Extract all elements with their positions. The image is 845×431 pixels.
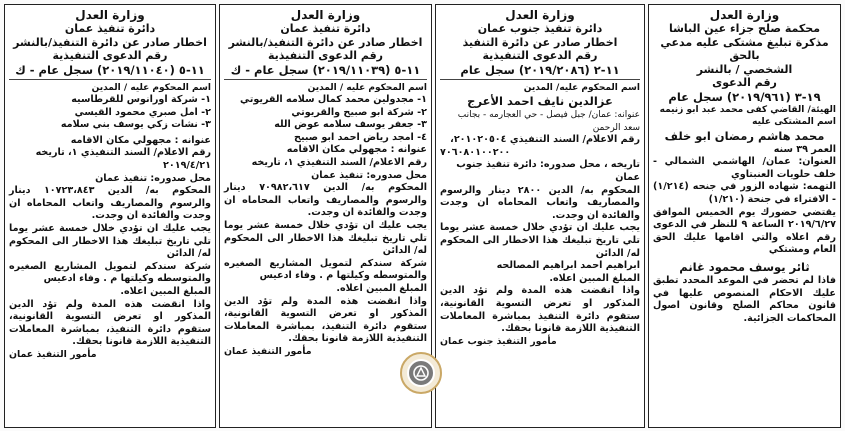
issuer-text: محل صدوره: تنفيذ عمان <box>95 172 211 184</box>
watermark-logo-icon <box>400 352 442 394</box>
case-number: ١٩-٣ (٢٠١٩/٩٦١) سجل عام <box>668 89 821 104</box>
court-summons-notice <box>648 4 841 428</box>
document-number-cont: ٧٠٦٠٨٠١٠٠٢٠٠ <box>440 146 511 158</box>
debtor-label: اسم المحكوم عليه / المدين <box>91 82 211 93</box>
creditor-name: ابراهيم احمد ابراهيم المصالحه <box>496 260 640 272</box>
notice-title: اخطار صادر عن دائرة التنفيذ <box>462 35 618 49</box>
execution-notice-amman-b <box>4 4 216 428</box>
debtor-item: ٤- امجد رياض احمد ابو صبيح <box>294 131 427 143</box>
deadline-text: يجب عليك ان تؤدي خلال خمسة عشر يوما تلي تاريخ تبليغك هذا الاخطار الى المحكوم له/ الدائن <box>224 220 427 257</box>
divider <box>9 79 211 80</box>
warning-text: فاذا لم تحضر في الموعد المحدد تطبق عليك الاحكام المنصوص عليها في قانون محاكم الصلح وقانون اصول المحاكمات الجزائية. <box>653 275 836 324</box>
charge-text: التهمه: شهاده الزور في جنحه (١/٢١٤) - الافتراء في جنحة (١/٢١٠) <box>653 181 836 206</box>
case-label: رقم الدعوى التنفيذية <box>52 49 168 62</box>
case-label: رقم الدعوى <box>712 76 777 89</box>
ministry-title: وزارة العدل <box>709 8 780 22</box>
case-label: رقم الدعوى التنفيذية <box>482 49 598 62</box>
signature: مأمور التنفيذ عمان <box>224 345 312 357</box>
remaining-text: المبلغ المبين اعلاه. <box>120 286 211 297</box>
ministry-title: وزارة العدل <box>505 8 575 22</box>
debtor-item: ١- مجدولين محمد كمال سلامه القريوتي <box>240 94 427 106</box>
notice-title-cont: الشخصي / بالنشر <box>696 62 793 76</box>
case-number: ١١-٥ (٢٠١٩/١١٠٣٩) سجل عام - ك <box>230 62 421 77</box>
debtor-item: ١- شركة اورانوس للقرطاسيه <box>71 94 211 106</box>
debtor-label: اسم المحكوم عليه / المدين <box>307 82 427 93</box>
case-number: ١١-٢ (٢٠١٩/٢٠٨٦) سجل عام <box>460 62 620 77</box>
complainant-name: ثائر يوسف محمود غانم <box>679 260 810 275</box>
panel-judge: الهيئة/ القاضي كفى محمد عبد ابو زنيمه <box>659 104 836 115</box>
closing-text: واذا انقضت هذه المدة ولم تؤد الدين المذكور او تعرض التسوية القانونية، ستقوم دائرة التنفيذ بمباشرة المعاملات التنفيذية اللازمة قانونا بحقك. <box>440 285 640 335</box>
debtor-item: ٢- شركة ابو صبيح والقريوتي <box>291 106 427 118</box>
closing-text: واذا انقضت هذه المدة ولم تؤد الدين المذكور او تعرض التسوية القانونية، ستقوم دائرة التنفيذ، بمباشرة المعاملات التنفيذية اللازمة قانونا بحقك. <box>9 298 211 348</box>
deadline-text: يجب عليك ان تؤدي خلال خمسة عشر يوما تلي تاريخ تبليغك هذا الاخطار الى المحكوم له/ الدائن <box>9 223 211 260</box>
debtor-label: اسم المحكوم عليه/ المدين <box>523 82 640 93</box>
deadline-text: يجب عليك ان تؤدي خلال خمسة عشر يوما تلي تاريخ تبليغك هذا الاخطار الى المحكوم له/ الدائن <box>440 222 640 259</box>
divider <box>440 79 640 80</box>
signature: مأمور التنفيذ جنوب عمان <box>440 335 557 347</box>
creditor-name: شركة سندكم لتمويل المشاريع الصغيره والمتوسطه وكيلتها م . وفاء ادعيس <box>9 260 211 285</box>
ministry-title: وزارة العدل <box>75 8 145 22</box>
remaining-text: المبلغ المبين اعلاه. <box>549 272 640 284</box>
watermark-logo-inner <box>407 359 435 387</box>
ministry-title: وزارة العدل <box>290 8 361 22</box>
department-name: دائرة تنفيذ جنوب عمان <box>477 22 603 35</box>
debtor-item: ٣- جعفر يوسف سلامه عوض الله <box>274 119 427 131</box>
amount-text: المحكوم به/ الدين ٧٠٩٨٢،٦١٧ دينار والرسوم والمصاريف واتعاب المحاماه ان وجدت والفائدة ان وجدت. <box>224 182 427 219</box>
court-name: محكمة صلح جزاء عين الباشا <box>668 22 821 35</box>
case-label: رقم الدعوى التنفيذية <box>267 49 383 62</box>
amount-text: المحكوم به/ الدين ٢٨٠٠ دينار والرسوم والمصاريف واتعاب المحاماه ان وجدت والفائدة ان وجدت. <box>440 184 640 221</box>
document-number: رقم الاعلام/ السند التنفيذي ١، تاريخه ٢٠١٩/٤/٢١ <box>35 147 211 172</box>
defendant-label: اسم المشتكى عليه <box>752 117 836 128</box>
debtor-address: عنوانه : مجهولي مكان الاقامه <box>70 134 211 146</box>
document-number: رقم الاعلام/ السند التنفيذي ١، تاريخه <box>251 157 427 169</box>
amount-text: المحكوم به/ الدين ١٠٧٢٣،٨٤٣ دينار والرسوم والمصاريف واتعاب المحاماه ان وجدت والفائدة ان وجدت. <box>9 185 211 222</box>
department-name: دائرة تنفيذ عمان <box>64 22 156 35</box>
divider <box>224 79 427 80</box>
debtor-item: ٣- نشات زكي يوسف بني سلامه <box>60 119 211 131</box>
defendant-age: العمر ٣٩ سنه <box>773 143 836 155</box>
summons-text: يقتضي حضورك يوم الخميس الموافق ٢٠١٩/٦/٢٧ الساعة ٩ للنظر في الدعوى رقم اعلاه والتي اقامها عليك الحق العام ومشتكي <box>653 206 836 256</box>
emblem-icon <box>412 364 430 382</box>
debtor-item: ٢- امل صبري محمود القيسي <box>74 106 211 118</box>
closing-text: واذا انقضت هذه المدة ولم تؤد الدين المذكور او تعرض التسوية القانونية، ستقوم دائرة التنفيذ، بمباشرة المعاملات التنفيذية اللازمة قانونا بحقك. <box>224 295 427 345</box>
defendant-address: العنوان: عمان/ الهاشمي الشمالي - خلف حلويات العنبتاوي <box>653 156 836 180</box>
notice-title: مذكرة تبليغ مشتكى عليه مدعي بالحق <box>660 35 829 62</box>
execution-notice-amman-a <box>219 4 432 428</box>
case-number: ١١-٥ (٢٠١٩/١١٠٤٠) سجل عام - ك <box>15 62 205 77</box>
department-name: دائرة تنفيذ عمان <box>280 22 371 35</box>
debtor-name: عزالدين نايف احمد الأعرج <box>467 94 613 109</box>
creditor-name: شركة سندكم لتمويل المشاريع الصغيره والمتوسطه وكيلتها م . وفاء ادعيس <box>224 257 427 282</box>
notice-title: اخطار صادر عن دائرة التنفيذ/بالنشر <box>13 35 207 49</box>
document-number: رقم الاعلام/ السند التنفيذي ٢٠١٠٢٠٥٠٤، <box>450 134 640 146</box>
execution-notice-south-amman <box>435 4 645 428</box>
remaining-text: المبلغ المبين اعلاه. <box>336 283 427 294</box>
debtor-address: عنوانه : مجهولي مكان الاقامه <box>286 144 427 156</box>
issuer-text: محل صدوره: تنفيذ عمان <box>311 169 427 181</box>
debtor-address: عنوانه: عمان/ جبل فيصل - حي العجارمه - بجانب سعد الرحمن <box>457 110 640 133</box>
defendant-name: محمد هاشم رمضان ابو خلف <box>664 128 825 143</box>
signature: مأمور التنفيذ عمان <box>9 348 97 360</box>
issuer-text: تاريخه ، محل صدوره: دائرة تنفيذ جنوب عمان <box>456 159 640 184</box>
notice-title: اخطار صادر عن دائرة التنفيذ/بالنشر <box>228 35 423 49</box>
